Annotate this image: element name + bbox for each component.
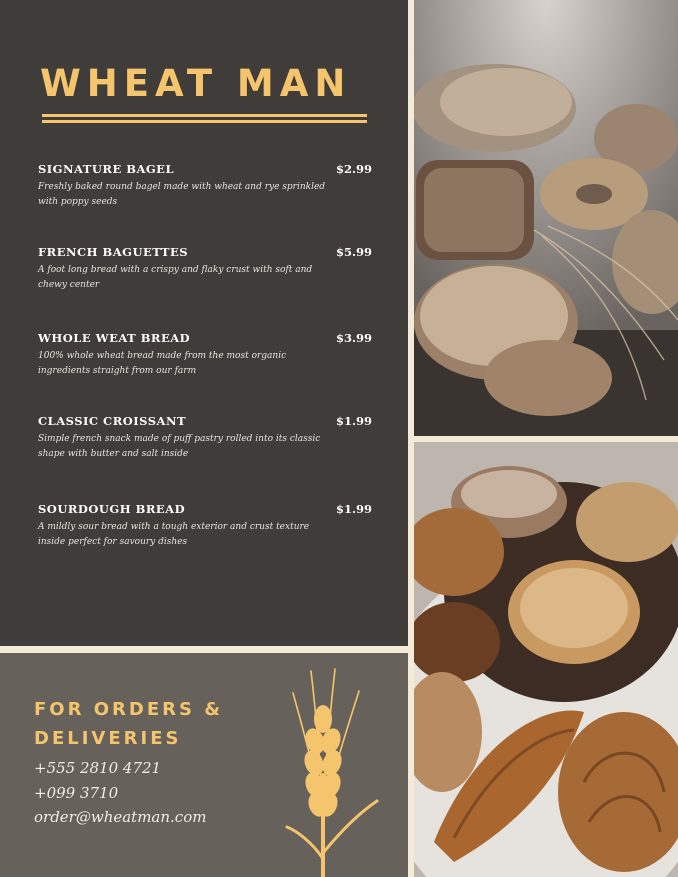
email-address[interactable]: order@wheatman.com: [34, 808, 207, 826]
orders-panel: [0, 653, 408, 877]
menu-item-name: CLASSIC CROISSANT: [38, 414, 187, 428]
title-underline: [42, 120, 367, 123]
menu-item-price: $1.99: [335, 414, 372, 428]
title-underline: [42, 114, 367, 117]
menu-item-name: SOURDOUGH BREAD: [38, 502, 186, 516]
menu-item-price: $3.99: [335, 331, 372, 345]
menu-item-price: $5.99: [335, 245, 372, 259]
orders-title: FOR ORDERS & DELIVERIES: [34, 699, 223, 749]
menu-item-description: A foot long bread with a crispy and flaky crust with soft and chewy center: [38, 265, 313, 290]
pastry-photo: [414, 442, 678, 877]
menu-item-description: 100% whole wheat bread made from the most organic ingredients straight from our farm: [38, 351, 287, 376]
menu-panel: [0, 0, 408, 646]
menu-item-name: SIGNATURE BAGEL: [38, 162, 175, 176]
menu-item-price: $2.99: [335, 162, 372, 176]
phone-number[interactable]: +099 3710: [34, 784, 119, 802]
phone-number[interactable]: +555 2810 4721: [34, 759, 162, 777]
menu-item-name: FRENCH BAGUETTES: [38, 245, 189, 259]
bread-photo: [414, 0, 678, 436]
wheat-stalk-icon: [283, 663, 381, 877]
menu-item-name: WHOLE WEAT BREAD: [38, 331, 191, 345]
menu-item-description: Simple french snack made of puff pastry rolled into its classic shape with butter and salt inside: [38, 434, 321, 459]
menu-item-description: Freshly baked round bagel made with wheat and rye sprinkled with poppy seeds: [38, 182, 326, 207]
brand-title: WHEAT MAN: [40, 62, 352, 105]
menu-item-description: A mildly sour bread with a tough exterior and crust texture inside perfect for savoury dishes: [38, 522, 310, 547]
menu-item-price: $1.99: [335, 502, 372, 516]
